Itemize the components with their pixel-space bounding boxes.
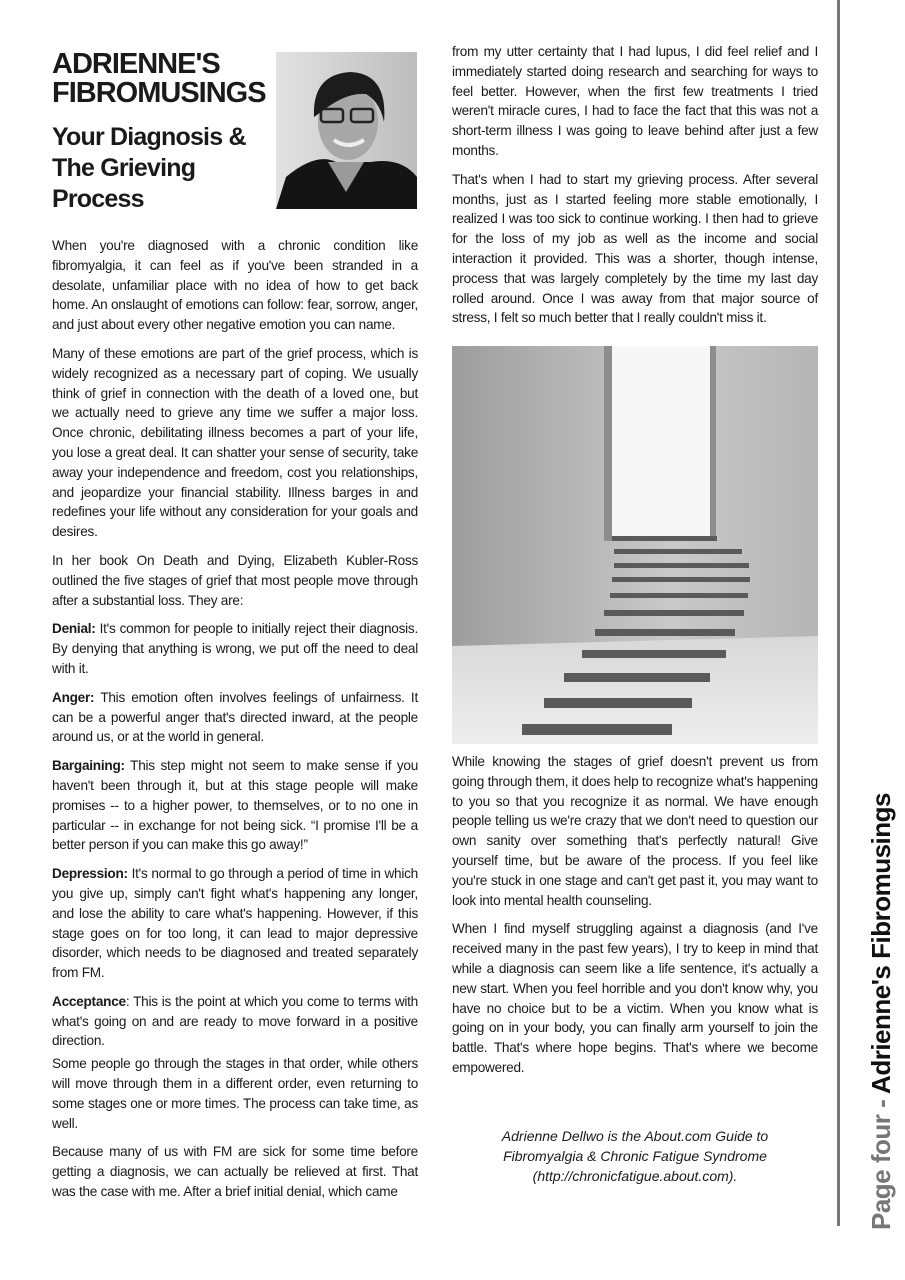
- column-title: ADRIENNE'S FIBROMUSINGS: [52, 48, 266, 109]
- paragraph: When you're diagnosed with a chronic condition like fibromyalgia, it can feel as if you've been stranded in a desolate, unfamiliar place with no idea of how to get back home. An onslaught of emotions can follow: fear, sorrow, anger, and just about every other negative emotion you can name.: [52, 238, 418, 333]
- margin-rule: [837, 0, 840, 1226]
- paragraph: from my utter certainty that I had lupus, I did feel relief and I immediately started doing research and searching for ways to feel better. However, when the first few treatments I tried weren't miracle cures, I had to face the fact that this was not a short-term illness I was going to leave behind after just a few months.: [452, 44, 818, 158]
- stage-anger: Anger: This emotion often involves feelings of unfairness. It can be a powerful anger that's directed inward, at the people around us, or at the world in general.: [52, 689, 418, 745]
- stage-denial: Denial: It's common for people to initially reject their diagnosis. By denying that anything is wrong, we put off the need to deal with it.: [52, 621, 418, 676]
- section-name: Adrienne's Fibromusings: [866, 792, 896, 1094]
- page-footer-vertical: [866, 793, 897, 1230]
- right-column-bottom: [452, 752, 818, 1087]
- stage-bargaining: Bargaining: This step might not seem to make sense if you haven't been through it, but at this stage people will make promises -- to a higher power, to themselves, or to no one in particular -- in exchange for not being sick. “I promise I'll be a better person if you can make this go away!”: [52, 758, 418, 853]
- page-number: Page four -: [866, 1093, 896, 1230]
- paragraph: Because many of us with FM are sick for some time before getting a diagnosis, we can actually be relieved at first. That was the case with me. After a brief initial denial, which came: [52, 1144, 418, 1200]
- stage-acceptance: Acceptance: This is the point at which you come to terms with what's going on and are ready to move forward in a positive direction.: [52, 993, 418, 1049]
- left-column: [52, 236, 418, 1211]
- right-column-top: [452, 42, 818, 337]
- article-title: Your Diagnosis & The Grieving Process: [52, 123, 246, 213]
- paragraph: In her book On Death and Dying, Elizabeth Kubler-Ross outlined the five stages of grief that most people move through after a substantial loss. They are:: [52, 552, 418, 608]
- paragraph: When I find myself struggling against a diagnosis (and I've received many in the past few years), I try to keep in mind that while a diagnosis can seem like a life sentence, it's actually a new start. When you feel horrible and you don't know why, you have no choice but to be a victim. When you know what is going on in your body, you can finally arm yourself to join the battle. That's where hope begins. That's where we become empowered.: [452, 921, 818, 1075]
- staircase-illustration: [452, 346, 818, 744]
- paragraph: Many of these emotions are part of the grief process, which is widely recognized as a necessary part of coping. We usually think of grief in connection with the death of a loved one, but we actually need to grieve any time we suffer a major loss. Once chronic, debilitating illness becomes a part of your life, you lose a great deal. It can shatter your sense of security, take away your independence and freedom, cost you relationships, and jeopardize your financial stability. Illness barges in and redefines your life without any consideration for your goals and desires.: [52, 345, 418, 540]
- paragraph: That's when I had to start my grieving process. After several months, just as I started feeling more stable emotionally, I realized I was too sick to continue working. I then had to grieve for the loss of my job as well as the income and social interaction it provided. This was a shorter, though intense, process that was largely completely by the time my last day rolled around. Once I was away from that major source of stress, I felt so much better that I really couldn't miss it.: [452, 171, 818, 326]
- author-bio: Adrienne Dellwo is the About.com Guide to Fibromyalgia & Chronic Fatigue Syndrome (http://chronicfatigue.about.com).: [501, 1128, 769, 1184]
- paragraph: Some people go through the stages in that order, while others will move through them in a different order, even returning to some stages one or more times. The process can take time, as well.: [52, 1056, 418, 1131]
- paragraph: While knowing the stages of grief doesn't prevent us from going through them, it does help to recognize what's happening to you so that you recognize it as normal. We have enough people telling us we're crazy that we don't need to question our own sanity over something that's perfectly natural! Give yourself time, but be aware of the process. If you feel like you're stuck in one stage and can't get past it, you may want to look into mental health counseling.: [452, 754, 818, 908]
- author-photo: [276, 52, 417, 209]
- stage-depression: Depression: It's normal to go through a period of time in which you give up, simply can't fight what's happening any longer, and lose the ability to care what's happening. However, if this stage goes on for too long, it can lead to major depressive disorder, which needs to be diagnosed and treated separately from FM.: [52, 866, 418, 981]
